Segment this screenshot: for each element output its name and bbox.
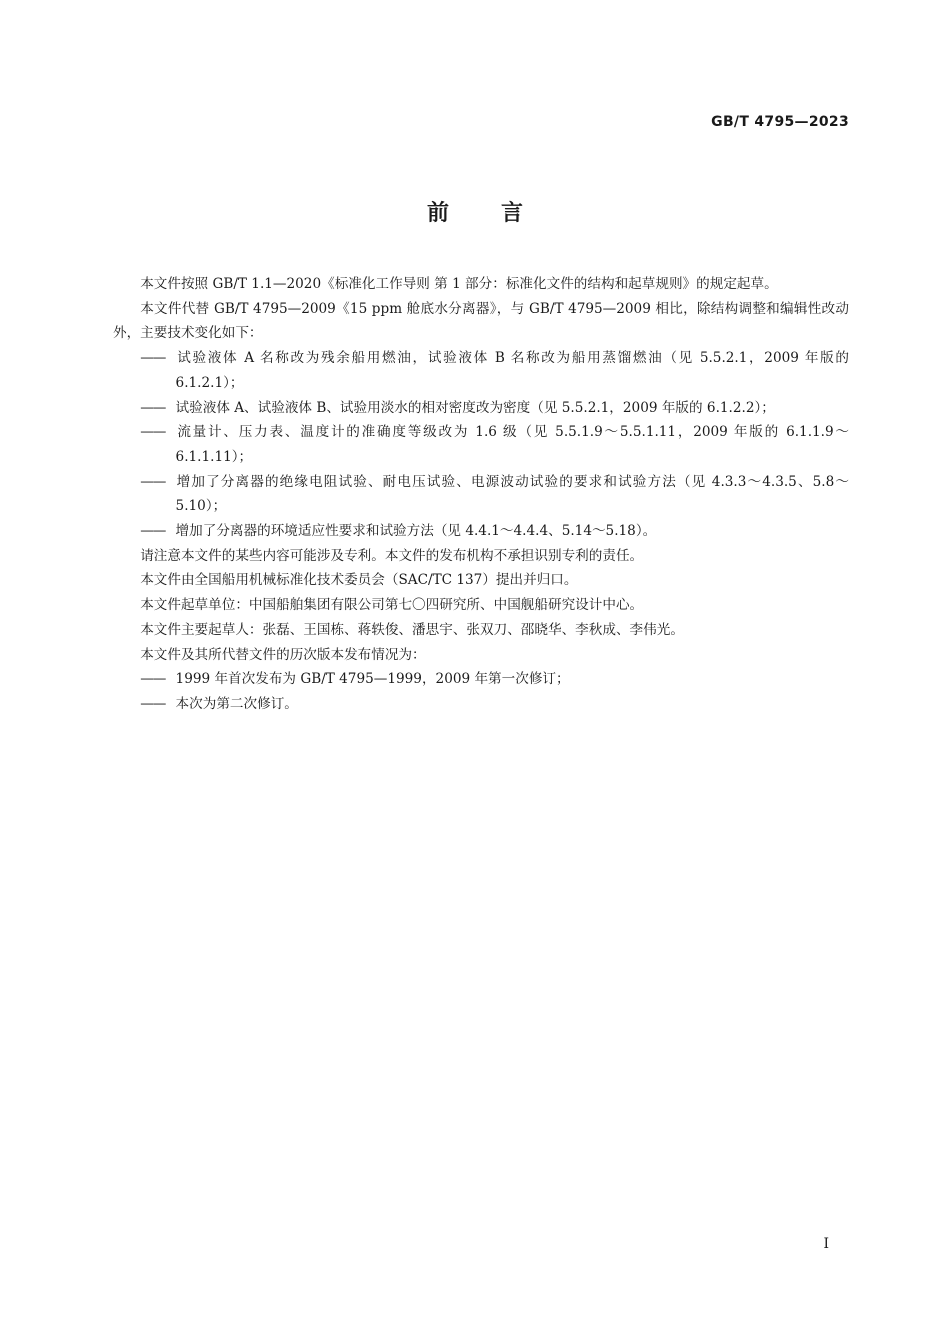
list-item-change-4 xyxy=(113,470,849,519)
paragraph-drafters: 本文件主要起草人：张磊、王国栋、蒋轶俊、潘思宇、张双刀、邵晓华、李秋成、李伟光。 xyxy=(140,621,684,638)
paragraph-patent-notice: 请注意本文件的某些内容可能涉及专利。本文件的发布机构不承担识别专利的责任。 xyxy=(140,547,644,564)
paragraph-drafting-units: 本文件起草单位：中国船舶集团有限公司第七〇四研究所、中国舰船研究设计中心。 xyxy=(140,597,644,614)
dash-marker: —— xyxy=(140,399,166,416)
paragraph-history-intro: 本文件及其所代替文件的历次版本发布情况为： xyxy=(140,646,426,663)
document-code: GB/T 4795—2023 xyxy=(711,114,849,130)
dash-marker: —— xyxy=(140,350,166,367)
list-item-text: 增加了分离器的绝缘电阻试验、耐电压试验、电源波动试验的要求和试验方法（见 4.3.3～4.3.5、5.8～5.10）； xyxy=(175,473,849,515)
list-item-text: 试验液体 A 名称改为残余船用燃油，试验液体 B 名称改为船用蒸馏燃油（见 5.5.2.1，2009 年版的 6.1.2.1）； xyxy=(175,350,849,391)
foreword-body xyxy=(113,272,849,717)
list-item-change-1 xyxy=(113,346,849,395)
list-item-change-3 xyxy=(113,420,849,469)
list-item-text: 试验液体 A、试验液体 B、试验用淡水的相对密度改为密度（见 5.5.2.1，2009 年版的 6.1.2.2）； xyxy=(175,399,775,416)
list-item-change-2 xyxy=(113,396,849,421)
paragraph-drafting-rules: 本文件按照 GB/T 1.1—2020《标准化工作导则 第 1 部分：标准化文件的结构和起草规则》的规定起草。 xyxy=(140,276,778,292)
list-item-history-2 xyxy=(113,692,849,717)
dash-marker: —— xyxy=(140,473,166,490)
list-item-text: 1999 年首次发布为 GB/T 4795—1999，2009 年第一次修订； xyxy=(175,671,570,688)
page-title: 前言 xyxy=(426,201,575,226)
dash-marker: —— xyxy=(140,523,166,540)
list-item-change-5 xyxy=(113,519,849,544)
paragraph-replacement: 本文件代替 GB/T 4795—2009《15 ppm 舱底水分离器》，与 GB/T 4795—2009 相比，除结构调整和编辑性改动外，主要技术变化如下： xyxy=(113,300,849,342)
list-item-text: 本次为第二次修订。 xyxy=(175,695,298,712)
list-item-text: 流量计、压力表、温度计的准确度等级改为 1.6 级（见 5.5.1.9～5.5.1.11，2009 年版的 6.1.1.9～6.1.1.11）； xyxy=(175,424,849,465)
dash-marker: —— xyxy=(140,671,166,688)
paragraph-proposer: 本文件由全国船用机械标准化技术委员会（SAC/TC 137）提出并归口。 xyxy=(140,572,578,589)
dash-marker: —— xyxy=(140,695,166,712)
page-number: I xyxy=(823,1236,829,1252)
list-item-history-1 xyxy=(113,667,849,692)
dash-marker: —— xyxy=(140,424,166,441)
list-item-text: 增加了分离器的环境适应性要求和试验方法（见 4.4.1～4.4.4、5.14～5.18）。 xyxy=(175,523,657,540)
